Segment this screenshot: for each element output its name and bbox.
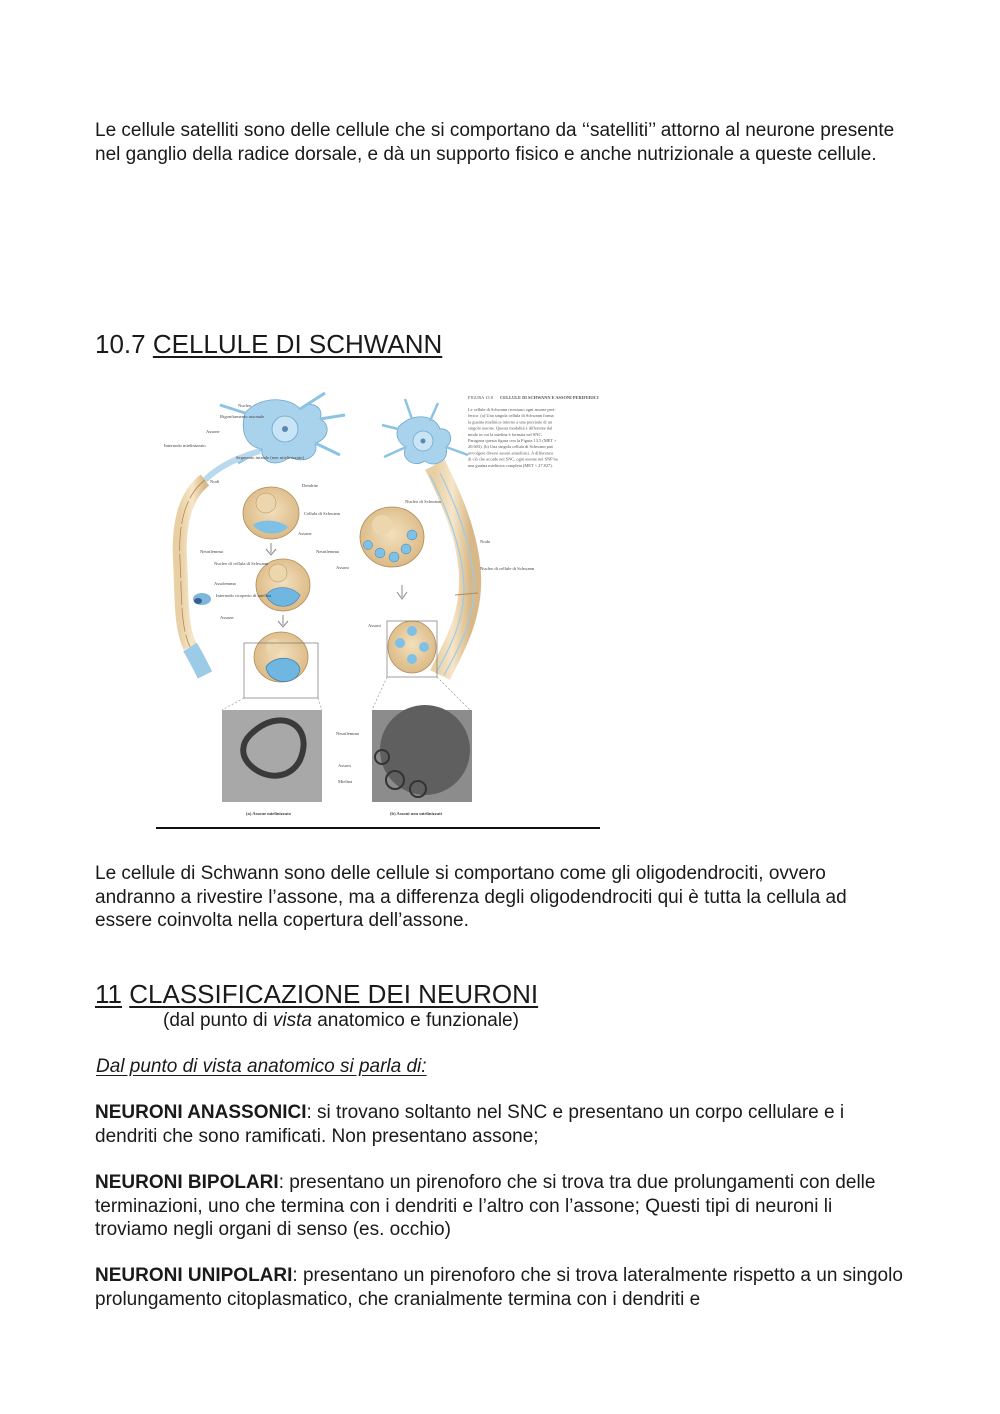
figure-label: FIGURA 13.8 — [468, 395, 493, 400]
label-nucleo-schwann: Nucleo di cellula di Schwann — [214, 561, 269, 566]
label-micro-mielina: Mielina — [338, 779, 353, 784]
text-bipolari: : presentano un pirenoforo che si trova tra due prolungamenti con delle terminazioni, uno che termina con i dendriti e l’altro con l’assone; Questi tipi di neuroni li troviamo negli organi di senso (es. occhio) — [95, 1172, 876, 1240]
label-cellula-schwann: Cellula di Schwann — [304, 511, 340, 516]
item-unipolari — [95, 1264, 905, 1311]
label-neurilemma-b: Neurilemma — [316, 549, 339, 554]
subtitle-before: (dal punto di — [163, 1010, 273, 1031]
section-number: 10.7 — [95, 329, 146, 359]
label-assolemma: Assolemma — [214, 581, 236, 586]
label-assone: Assone — [206, 429, 220, 434]
label-nodo: Nodo — [480, 539, 491, 544]
label-assone-2: Assone — [298, 531, 312, 536]
label-assoni-b2: Assoni — [368, 623, 381, 628]
anatomic-heading: Dal punto di vista anatomico si parla di: — [96, 1056, 427, 1077]
label-neurilemma: Neurilemma — [200, 549, 223, 554]
figure-caption-line: Le cellule di Schwann rivestono ogni assone peri- — [468, 407, 556, 412]
figure-title: CELLULE DI SCHWANN E ASSONI PERIFERICI — [500, 395, 599, 400]
label-internodo: Internodo mielinizzato — [164, 443, 206, 448]
caption-b: (b) Assoni non mielinizzati — [390, 811, 442, 816]
label-micro-neurilemma: Neurilemma — [336, 731, 359, 736]
label-dendrite: Dendrite — [302, 483, 319, 488]
label-internodo-mielina: Internodo ricoperto di mielina — [216, 593, 272, 598]
text-anassonici: : si trovano soltanto nel SNC e presentano un corpo cellulare e i dendriti che sono ramificati. Non presentano assone; — [95, 1102, 845, 1147]
label-nucleo-cellule-schwann: Nucleo di cellule di Schwann — [480, 566, 535, 571]
figure-caption-line: la guaina mielinica intorno a una porzione di un — [468, 419, 553, 425]
figure-caption-line: avvolgere diversi assoni amielinici. A differenza — [468, 450, 553, 456]
figure-caption-line: Paragona questa figura con la Figura 13.5 (MET × — [468, 438, 557, 443]
paragraph-cellule-schwann: Le cellule di Schwann sono delle cellule si comportano come gli oligodendrociti, ovvero andranno a rivestire l’assone, ma a differenza degli oligodendrociti qui è tutta la cellula ad essere coinvolta nella copertura dell’assone. — [95, 863, 847, 931]
label-nucleo-di-schwann: Nucleo di Schwann — [405, 499, 441, 504]
figure-caption-line: 20.603). (b) Una singola cellula di Schwann può — [468, 444, 554, 450]
term-unipolari: NEURONI UNIPOLARI — [95, 1265, 293, 1286]
label-nodi: Nodi — [210, 479, 220, 484]
label-micro-assoni: Assoni — [338, 763, 351, 768]
label-segmento: Segmento iniziale (non mielinizzato) — [236, 455, 304, 460]
figure-caption-line: modo in cui la mielina è formata nel SNC. — [468, 431, 543, 437]
subtitle-after: anatomico e funzionale) — [311, 1010, 519, 1031]
section-subtitle — [163, 1009, 519, 1032]
schwann-figure — [150, 385, 600, 830]
text-unipolari: : presentano un pirenoforo che si trova lateralmente rispetto a un singolo prolungamento citoplasmatico, che cranialmente termina con i dendriti e — [95, 1265, 903, 1310]
figure-caption-line: una guaina mielinica completa (MET × 27.827). — [468, 462, 553, 468]
label-assone-3: Assone — [220, 615, 234, 620]
item-bipolari — [95, 1171, 905, 1242]
section-heading-schwann — [95, 329, 442, 359]
section-heading-classificazione — [95, 979, 538, 1009]
label-rigonfiamento: Rigonfiamento assonale — [220, 414, 265, 419]
subtitle-italic: vista — [272, 1010, 312, 1031]
figure-caption-line: ferico. (a) Una singola cellula di Schwann forma — [468, 413, 554, 419]
label-assoni-b: Assoni — [336, 565, 349, 570]
section-title-classificazione: CLASSIFICAZIONE DEI NEURONI — [129, 979, 539, 1009]
figure-divider — [156, 827, 600, 829]
section-title: CELLULE DI SCHWANN — [152, 329, 443, 359]
term-bipolari: NEURONI BIPOLARI — [95, 1172, 279, 1193]
figure-caption-line: di ciò che accade nel SNC, ogni assone nel SNP ha — [468, 456, 558, 462]
section-number-11: 11 — [95, 979, 122, 1009]
caption-a: (a) Assone mielinizzato — [246, 811, 291, 816]
figure-caption-line: singolo assone. Questa modalità è differente dal — [468, 425, 553, 431]
paragraph-cellule-satelliti: Le cellule satelliti sono delle cellule che si comportano da ‘‘satelliti’’ attorno al neurone presente nel ganglio della radice dorsale, e dà un supporto fisico e anche nutrizionale a queste cellule. — [95, 120, 895, 165]
item-anassonici — [95, 1101, 905, 1148]
term-anassonici: NEURONI ANASSONICI — [95, 1102, 307, 1123]
label-nucleo: Nucleo — [238, 403, 252, 408]
